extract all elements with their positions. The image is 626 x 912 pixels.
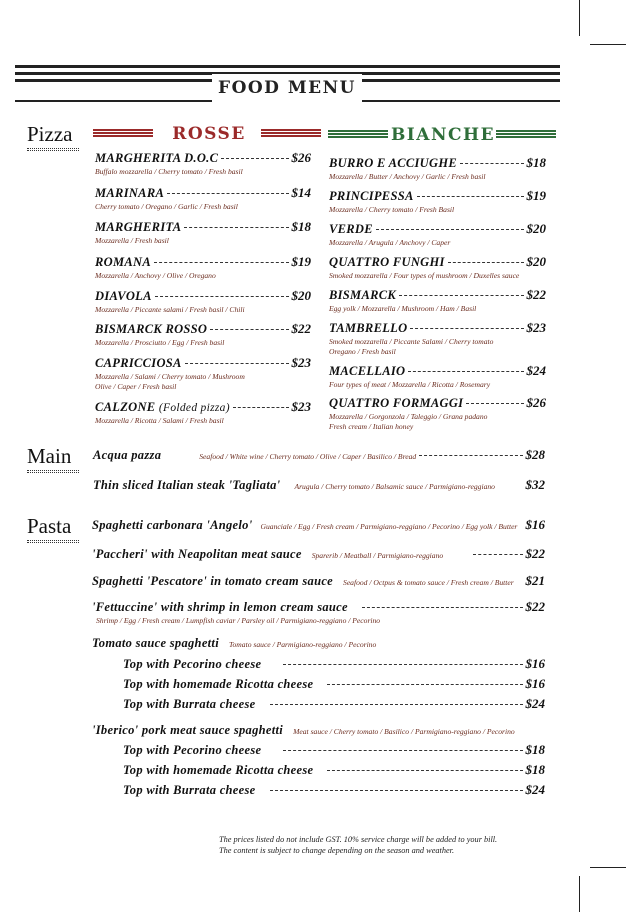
section-label-main: [27, 444, 79, 473]
item-desc: Guanciale / Egg / Fresh cream / Parmigiano-reggiano / Pecorino / Egg yolk / Butter: [260, 522, 518, 531]
menu-item: [95, 150, 311, 177]
category-title: BIANCHE: [390, 125, 496, 145]
item-price: $19: [526, 188, 546, 203]
menu-item: [95, 321, 311, 348]
menu-item: [92, 723, 545, 738]
menu-item: [92, 599, 545, 626]
item-price: $22: [525, 546, 545, 561]
crop-mark-top-h: [590, 44, 626, 45]
menu-item: [95, 355, 311, 392]
section-label-pasta: [27, 514, 79, 543]
item-desc: Shrimp / Egg / Fresh cream / Lumpfish caviar / Parsley oil / Parmigiano-reggiano / Pecorino: [96, 616, 381, 625]
item-desc: Egg yolk / Mozzarella / Mushroom / Ham / Basil: [329, 304, 477, 313]
menu-item: [93, 447, 545, 463]
item-price: $18: [526, 155, 546, 170]
item-desc: Smoked mozzarella / Piccante Salami / Cherry tomato: [329, 337, 494, 346]
item-price: $23: [291, 399, 311, 414]
item-note: (Folded pizza): [158, 402, 230, 414]
item-price: $18: [525, 742, 545, 757]
item-price: $19: [291, 254, 311, 269]
item-name: PRINCIPESSA: [329, 189, 414, 203]
item-desc: Mozzarella / Prosciutto / Egg / Fresh basil: [95, 338, 225, 347]
item-desc: Tomato sauce / Parmigiano-reggiano / Pecorino: [228, 640, 377, 649]
item-price: $24: [525, 782, 545, 797]
menu-item: [92, 546, 545, 562]
item-name: CALZONE: [95, 400, 156, 414]
menu-item: [92, 573, 545, 589]
item-desc: Seafood / White wine / Cherry tomato / Olive / Caper / Basilico / Bread: [199, 452, 417, 461]
menu-item: [329, 320, 546, 357]
item-name: DIAVOLA: [95, 289, 152, 303]
item-name: Acqua pazza: [93, 448, 162, 462]
menu-item: [92, 636, 545, 651]
item-name: Top with homemade Ricotta cheese: [123, 677, 314, 691]
item-price: $20: [526, 221, 546, 236]
item-desc-2: Olive / Caper / Fresh basil: [95, 382, 177, 391]
item-price: $23: [526, 320, 546, 335]
item-name: MARINARA: [95, 186, 165, 200]
item-desc: Mozzarella / Butter / Anchovy / Garlic / Fresh basil: [329, 172, 486, 181]
section-label-text: Pizza: [27, 122, 73, 146]
item-desc: Mozzarella / Ricotta / Salami / Fresh basil: [95, 416, 224, 425]
item-name: Spaghetti carbonara 'Angelo': [92, 518, 253, 532]
item-name: 'Paccheri' with Neapolitan meat sauce: [92, 547, 302, 561]
crop-mark-bottom-h: [590, 867, 626, 868]
item-price: $32: [525, 477, 545, 492]
category-rosse: [93, 124, 323, 144]
menu-item: [95, 254, 311, 281]
section-label-pizza: [27, 122, 79, 151]
item-name: 'Fettuccine' with shrimp in lemon cream sauce: [92, 600, 348, 614]
item-name: 'Iberico' pork meat sauce spaghetti: [92, 723, 284, 737]
category-bianche: [328, 125, 558, 145]
item-name: ROMANA: [95, 255, 151, 269]
item-desc: Mozzarella / Anchovy / Olive / Oregano: [95, 271, 216, 280]
item-price: $22: [526, 287, 546, 302]
menu-item: [95, 185, 311, 212]
menu-item: [329, 155, 546, 182]
menu-item: [92, 517, 545, 533]
menu-item: [123, 782, 545, 798]
item-price: $18: [525, 762, 545, 777]
item-desc: Sparerib / Meatball / Parmigiano-reggiano: [311, 551, 444, 560]
item-name: Top with Burrata cheese: [123, 697, 256, 711]
menu-item: [329, 221, 546, 248]
page-title: FOOD MENU: [212, 74, 362, 102]
item-desc: Mozzarella / Piccante salami / Fresh basil / Chili: [95, 305, 245, 314]
category-title: ROSSE: [172, 124, 246, 144]
item-name: Top with Pecorino cheese: [123, 657, 262, 671]
item-name: MACELLAIO: [329, 364, 406, 378]
item-desc: Mozzarella / Salami / Cherry tomato / Mushroom: [95, 372, 245, 381]
item-desc: Seafood / Octpus & tomato sauce / Fresh cream / Butter: [343, 578, 514, 587]
item-name: QUATTRO FORMAGGI: [329, 396, 464, 410]
menu-item: [329, 188, 546, 215]
menu-item: [329, 363, 546, 390]
item-desc: Mozzarella / Fresh basil: [95, 236, 169, 245]
crop-mark-top: [579, 0, 580, 36]
item-name: TAMBRELLO: [329, 321, 408, 335]
item-desc: Mozzarella / Cherry tomato / Fresh Basil: [329, 205, 455, 214]
section-label-text: Main: [27, 444, 72, 468]
item-desc: Mozzarella / Gorgonzola / Taleggio / Grana padano: [329, 412, 488, 421]
item-price: $16: [525, 676, 545, 691]
item-desc: Buffalo mozzarella / Cherry tomato / Fresh basil: [95, 167, 243, 176]
item-name: Top with Pecorino cheese: [123, 743, 262, 757]
item-name: Spaghetti 'Pescatore' in tomato cream sauce: [92, 574, 334, 588]
item-desc: Meat sauce / Cherry tomato / Basilico / Parmigiano-reggiano / Pecorino: [293, 727, 515, 736]
menu-item: [95, 219, 311, 246]
menu-item: [123, 742, 545, 758]
item-name: Top with Burrata cheese: [123, 783, 256, 797]
item-desc: Cherry tomato / Oregano / Garlic / Fresh basil: [95, 202, 238, 211]
item-name: MARGHERITA: [95, 220, 182, 234]
item-name: CAPRICCIOSA: [95, 356, 182, 370]
item-name: BISMARCK: [329, 288, 397, 302]
item-price: $14: [291, 185, 311, 200]
menu-item: [95, 399, 311, 426]
item-desc: Smoked mozzarella / Four types of mushroom / Duxelles sauce: [329, 271, 520, 280]
item-name: Thin sliced Italian steak 'Tagliata': [93, 478, 281, 492]
footer-line-1: The prices listed do not include GST. 10% service charge will be added to your bill.: [219, 835, 498, 844]
item-price: $28: [525, 447, 545, 462]
item-price: $16: [525, 656, 545, 671]
item-desc: Mozzarella / Arugula / Anchovy / Caper: [329, 238, 451, 247]
item-name: BURRO E ACCIUGHE: [329, 156, 457, 170]
item-name: QUATTRO FUNGHI: [329, 255, 445, 269]
menu-item: [329, 254, 546, 281]
item-price: $24: [526, 363, 546, 378]
item-price: $24: [525, 696, 545, 711]
item-price: $22: [291, 321, 311, 336]
section-label-text: Pasta: [27, 514, 72, 538]
item-price: $23: [291, 355, 311, 370]
item-desc-2: Fresh cream / Italian honey: [329, 422, 414, 431]
item-name: MARGHERITA D.O.C: [95, 151, 219, 165]
menu-item: [123, 656, 545, 672]
item-price: $18: [291, 219, 311, 234]
menu-item: [329, 395, 546, 432]
item-desc: Four types of meat / Mozzarella / Ricotta / Rosemary: [329, 380, 491, 389]
item-desc: Arugula / Cherry tomato / Balsamic sauce / Parmigiano-reggiano: [294, 482, 495, 491]
item-price: $16: [525, 517, 545, 532]
menu-item: [123, 676, 545, 692]
menu-item: [123, 762, 545, 778]
item-price: $21: [525, 573, 545, 588]
item-desc-2: Oregano / Fresh basil: [329, 347, 396, 356]
item-price: $20: [291, 288, 311, 303]
footer-note: [219, 834, 559, 856]
menu-item: [93, 477, 545, 493]
menu-item: [329, 287, 546, 314]
item-name: Tomato sauce spaghetti: [92, 636, 219, 650]
item-price: $20: [526, 254, 546, 269]
footer-line-2: The content is subject to change depending on the season and weather.: [219, 846, 455, 855]
item-price: $26: [526, 395, 546, 410]
item-price: $26: [291, 150, 311, 165]
menu-item: [95, 288, 311, 315]
item-name: VERDE: [329, 222, 373, 236]
item-name: BISMARCK ROSSO: [95, 322, 208, 336]
item-price: $22: [525, 599, 545, 614]
crop-mark-bottom: [579, 876, 580, 912]
item-name: Top with homemade Ricotta cheese: [123, 763, 314, 777]
menu-item: [123, 696, 545, 712]
